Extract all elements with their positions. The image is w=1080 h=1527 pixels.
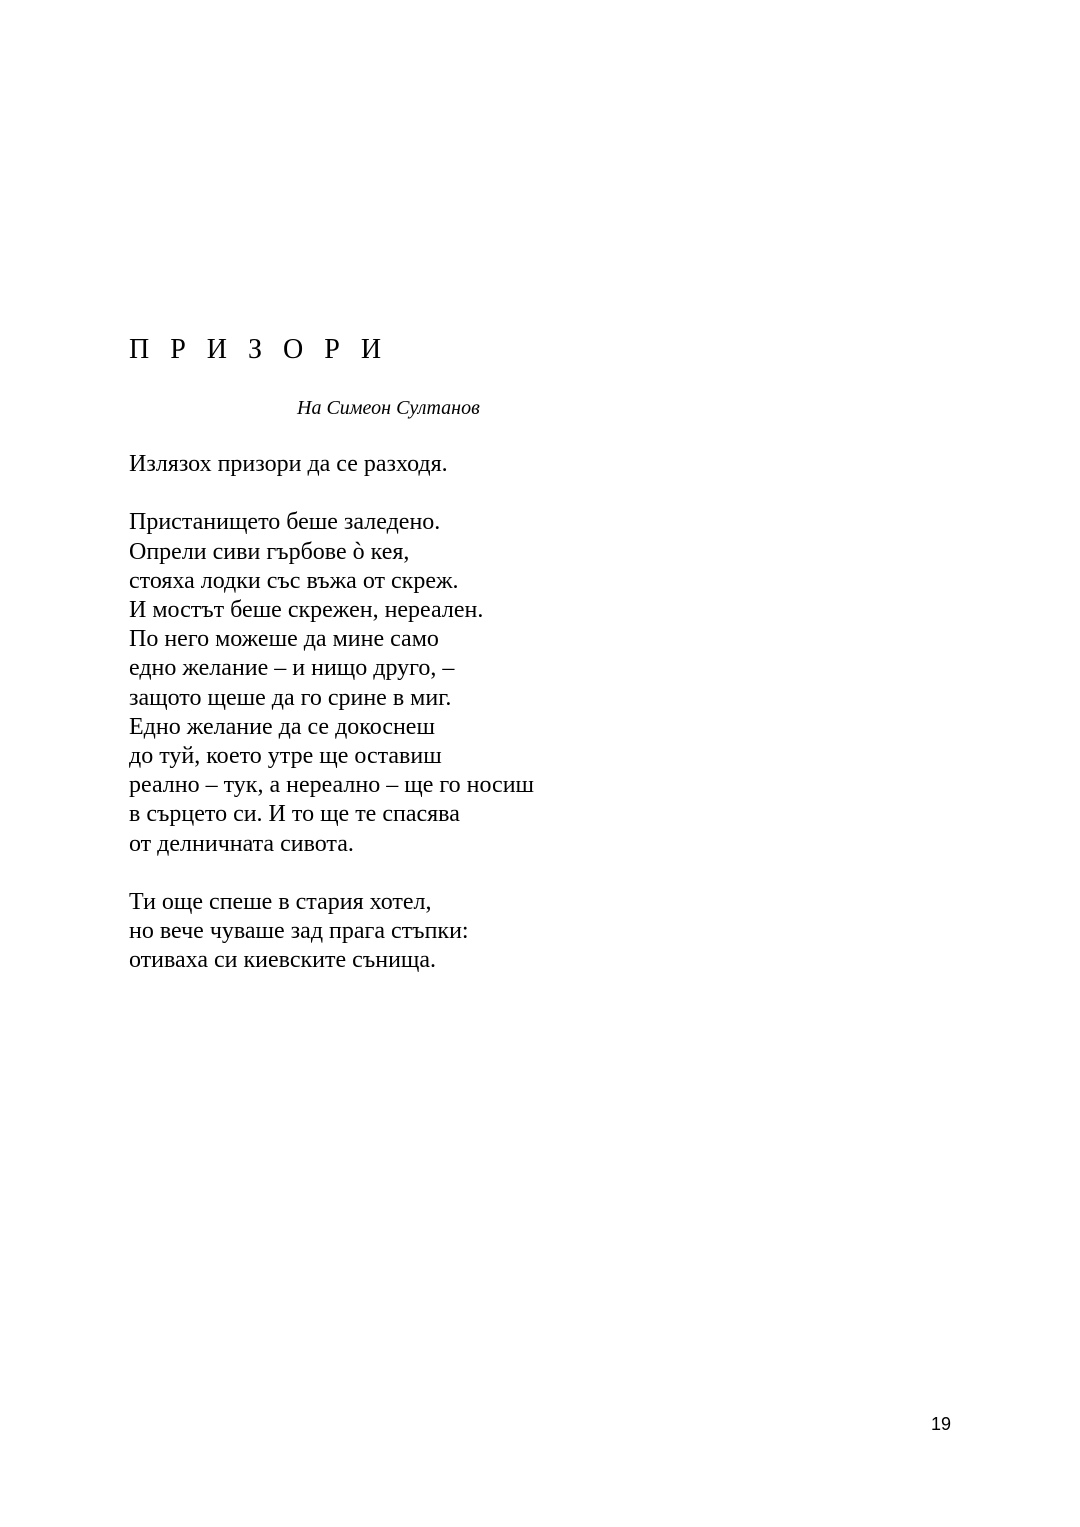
stanza-1 xyxy=(129,450,534,479)
poem-body xyxy=(129,450,534,1005)
poem-line: отиваха си киевските сънища. xyxy=(129,947,437,974)
poem-line: И мостът беше скрежен, нереален. xyxy=(129,597,484,623)
page-number: 19 xyxy=(930,1414,951,1434)
poem-line: в сърцето си. И то ще те спасява xyxy=(129,801,460,828)
poem-line: едно желание – и нищо друго, – xyxy=(129,655,455,682)
poem-line: Пристанището беше заледено. xyxy=(129,509,441,536)
poem-line: Излязох призори да се разходя. xyxy=(129,451,448,477)
poem-title: П Р И З О Р И xyxy=(129,334,389,365)
poem-line: реално – тук, а нереално – ще го носиш xyxy=(129,772,535,799)
poem-line: Едно желание да се докоснеш xyxy=(129,713,435,740)
poem-line: до туй, което утре ще оставиш xyxy=(129,743,442,770)
poem-line: от делничната сивота. xyxy=(129,830,354,857)
poem-line: По него можеше да мине само xyxy=(129,626,439,653)
stanza-2 xyxy=(129,508,534,858)
poem-dedication: На Симеон Султанов xyxy=(297,397,480,419)
poem-line: Опрели сиви гърбове ò кея, xyxy=(129,538,410,565)
poem-line: Ти още спеше в стария хотел, xyxy=(129,889,432,916)
poem-line: защото щеше да го срине в миг. xyxy=(129,684,452,711)
poem-line: стояха лодки със въжа от скреж. xyxy=(129,567,459,594)
poem-line: но вече чуваше зад прага стъпки: xyxy=(129,918,469,945)
stanza-3 xyxy=(129,888,534,976)
